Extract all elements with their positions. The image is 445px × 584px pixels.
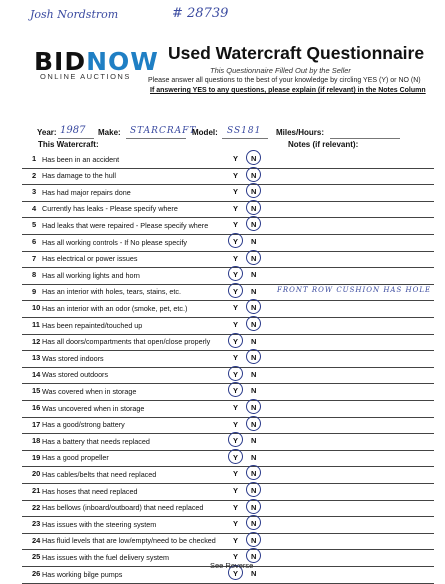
page-title: Used Watercraft Questionnaire — [168, 43, 425, 63]
yes-option[interactable]: Y — [233, 369, 239, 379]
question-number: 10 — [32, 303, 41, 313]
no-option[interactable]: N — [251, 569, 257, 578]
answer-circle-mark — [228, 382, 243, 397]
question-row — [22, 184, 434, 202]
seller-name-handwritten: Josh Nordstrom — [30, 8, 119, 21]
question-text: Had leaks that were repaired - Please specify where — [42, 220, 209, 230]
instructions: Please answer all questions to the best of your knowledge by circling YES (Y) or NO (N) — [148, 77, 421, 84]
answer-circle-mark — [246, 150, 261, 165]
question-number: 20 — [32, 469, 41, 479]
no-option[interactable]: N — [251, 270, 257, 280]
question-row — [22, 483, 434, 501]
question-row — [22, 500, 434, 518]
question-row — [22, 367, 434, 385]
model-line — [222, 138, 268, 139]
yes-option[interactable]: Y — [233, 486, 239, 495]
no-option[interactable]: N — [251, 253, 257, 263]
yes-option[interactable]: Y — [233, 403, 239, 412]
answer-circle-mark — [228, 366, 243, 381]
no-option[interactable]: N — [251, 486, 257, 495]
make-line — [126, 138, 186, 139]
no-option[interactable]: N — [251, 203, 257, 213]
yes-option[interactable]: Y — [233, 552, 239, 562]
question-number: 1 — [32, 154, 37, 163]
no-option[interactable]: N — [251, 320, 257, 329]
question-row — [22, 217, 434, 235]
no-option[interactable]: N — [251, 469, 257, 479]
answer-circle-mark — [228, 333, 243, 348]
answer-circle-mark — [246, 465, 261, 480]
year-label: Year: — [37, 128, 57, 137]
yes-option[interactable]: Y — [233, 535, 239, 545]
miles-line — [330, 138, 400, 139]
answer-circle-mark — [228, 449, 243, 464]
yes-option[interactable]: Y — [233, 569, 239, 578]
make-value: STARCRAFT — [130, 126, 197, 136]
no-option[interactable]: N — [251, 353, 257, 363]
question-row — [22, 151, 434, 169]
model-value: SS181 — [227, 126, 262, 136]
question-number: 7 — [32, 253, 37, 263]
question-row — [22, 317, 434, 335]
question-number: 15 — [32, 386, 41, 396]
question-row — [22, 251, 434, 269]
question-number: 26 — [32, 569, 41, 578]
answer-circle-mark — [246, 250, 261, 265]
yes-option[interactable]: Y — [233, 237, 239, 246]
no-option[interactable]: N — [251, 419, 257, 429]
question-row — [22, 450, 434, 468]
answer-circle-mark — [246, 399, 261, 414]
question-row — [22, 234, 434, 252]
question-number: 16 — [32, 403, 41, 412]
logo-tagline: ONLINE AUCTIONS — [40, 72, 131, 81]
question-number: 13 — [32, 353, 41, 363]
no-option[interactable]: N — [251, 220, 257, 230]
instructions-bold: If answering YES to any questions, please explain (if relevant) in the Notes Column — [150, 87, 426, 94]
question-text: Has an interior with holes, tears, stains, etc. — [42, 287, 182, 297]
model-label: Model: — [192, 128, 218, 137]
question-number: 12 — [32, 336, 41, 346]
no-option[interactable]: N — [251, 519, 257, 529]
question-number: 9 — [32, 286, 37, 296]
question-row — [22, 350, 434, 368]
question-row — [22, 201, 434, 219]
question-number: 2 — [32, 170, 37, 180]
answer-circle-mark — [246, 316, 261, 331]
question-text: Has electrical or power issues — [42, 254, 138, 264]
answer-circle-mark — [246, 482, 261, 497]
no-option[interactable]: N — [251, 170, 257, 180]
question-number: 18 — [32, 436, 41, 446]
no-option[interactable]: N — [251, 403, 257, 412]
no-option[interactable]: N — [251, 237, 257, 246]
answer-circle-mark — [228, 233, 243, 248]
logo-bid: BID — [34, 47, 87, 76]
question-text: Has a good propeller — [42, 453, 109, 463]
yes-option[interactable]: Y — [233, 253, 239, 263]
answer-circle-mark — [246, 532, 261, 547]
question-number: 22 — [32, 502, 41, 512]
no-option[interactable]: N — [251, 552, 257, 562]
question-number: 5 — [32, 220, 37, 230]
answer-circle-mark — [228, 266, 243, 281]
no-option[interactable]: N — [251, 336, 257, 346]
question-text: Has been repainted/touched up — [42, 320, 143, 330]
yes-option[interactable]: Y — [233, 386, 239, 396]
footer-see-reverse: See Reverse — [210, 561, 254, 570]
question-row — [22, 284, 434, 302]
yes-option[interactable]: Y — [233, 469, 239, 479]
question-number: 19 — [32, 452, 41, 462]
no-option[interactable]: N — [251, 502, 257, 512]
logo-now: NOW — [86, 47, 159, 76]
year-value: 1987 — [60, 125, 86, 136]
question-text: Has been in an accident — [42, 154, 120, 164]
yes-option[interactable]: Y — [233, 320, 239, 329]
page-subtitle: This Questionnaire Filled Out by the Seller — [210, 66, 351, 75]
question-text: Was uncovered when in storage — [42, 403, 145, 413]
yes-option[interactable]: Y — [233, 303, 239, 313]
question-row — [22, 433, 434, 451]
no-option[interactable]: N — [251, 286, 257, 296]
answer-circle-mark — [246, 299, 261, 314]
answer-circle-mark — [246, 200, 261, 215]
question-number: 25 — [32, 552, 41, 562]
question-row — [22, 533, 434, 551]
question-number: 21 — [32, 486, 41, 495]
yes-option[interactable]: Y — [233, 154, 239, 163]
question-number: 24 — [32, 535, 41, 545]
question-text: Was stored outdoors — [42, 370, 109, 380]
question-text: Has all working lights and horn — [42, 270, 140, 280]
column-notes: Notes (if relevant): — [288, 140, 359, 149]
question-number: 17 — [32, 419, 41, 429]
answer-circle-mark — [246, 515, 261, 530]
question-row — [22, 417, 434, 435]
yes-option[interactable]: Y — [233, 220, 239, 230]
yes-option[interactable]: Y — [233, 419, 239, 429]
answer-circle-mark — [228, 283, 243, 298]
yes-option[interactable]: Y — [233, 452, 239, 462]
question-text: Has an interior with an odor (smoke, pet, etc.) — [42, 303, 188, 313]
yes-option[interactable]: Y — [233, 436, 239, 446]
yes-option[interactable]: Y — [233, 270, 239, 280]
question-text: Has cables/belts that need replaced — [42, 469, 157, 479]
answer-circle-mark — [246, 349, 261, 364]
question-text: Has a battery that needs replaced — [42, 436, 150, 446]
question-text: Has all doors/compartments that open/close properly — [42, 337, 211, 347]
yes-option[interactable]: Y — [233, 502, 239, 512]
question-text: Was covered when in storage — [42, 386, 137, 396]
yes-option[interactable]: Y — [233, 187, 239, 197]
answer-circle-mark — [246, 167, 261, 182]
question-number: 23 — [32, 519, 41, 529]
question-number: 11 — [32, 320, 40, 329]
make-label: Make: — [98, 128, 121, 137]
year-line — [58, 138, 94, 139]
question-row — [22, 267, 434, 285]
yes-option[interactable]: Y — [233, 203, 239, 213]
answer-circle-mark — [228, 432, 243, 447]
miles-label: Miles/Hours: — [276, 128, 325, 137]
question-row — [22, 516, 434, 534]
question-text: Has bellows (inboard/outboard) that need replaced — [42, 503, 204, 513]
question-text: Has all working controls - If No please specify — [42, 237, 188, 247]
question-text: Has a good/strong battery — [42, 420, 125, 430]
question-row — [22, 466, 434, 484]
yes-option[interactable]: Y — [233, 519, 239, 529]
question-text: Has issues with the steering system — [42, 519, 157, 529]
question-text: Has damage to the hull — [42, 171, 116, 181]
question-number: 14 — [32, 369, 41, 379]
no-option[interactable]: N — [251, 369, 257, 379]
answer-circle-mark — [246, 183, 261, 198]
question-row — [22, 400, 434, 418]
yes-option[interactable]: Y — [233, 170, 239, 180]
question-text: Was stored indoors — [42, 353, 104, 363]
question-text: Currently has leaks - Please specify where — [42, 204, 178, 214]
question-text: Has working bilge pumps — [42, 569, 123, 579]
question-text: Has fluid levels that are low/empty/need to be checked — [42, 536, 216, 546]
question-note: FRONT ROW CUSHION HAS HOLE — [277, 285, 432, 294]
no-option[interactable]: N — [251, 386, 257, 396]
column-this-watercraft: This Watercraft: — [38, 140, 99, 149]
lot-number-handwritten: # 28739 — [172, 6, 229, 21]
question-row — [22, 334, 434, 352]
answer-circle-mark — [246, 499, 261, 514]
question-row — [22, 300, 434, 318]
question-number: 8 — [32, 270, 37, 280]
question-number: 4 — [32, 203, 37, 213]
no-option[interactable]: N — [251, 303, 257, 313]
no-option[interactable]: N — [251, 535, 257, 545]
no-option[interactable]: N — [251, 452, 257, 462]
answer-circle-mark — [246, 216, 261, 231]
question-row — [22, 168, 434, 186]
yes-option[interactable]: Y — [233, 336, 239, 346]
question-number: 6 — [32, 237, 37, 246]
question-text: Has hoses that need replaced — [42, 486, 138, 496]
no-option[interactable]: N — [251, 436, 257, 446]
answer-circle-mark — [246, 416, 261, 431]
question-text: Has had major repairs done — [42, 187, 131, 197]
no-option[interactable]: N — [251, 154, 257, 163]
yes-option[interactable]: Y — [233, 286, 239, 296]
no-option[interactable]: N — [251, 187, 257, 197]
question-text: Has issues with the fuel delivery system — [42, 552, 170, 562]
question-row — [22, 383, 434, 401]
yes-option[interactable]: Y — [233, 353, 239, 363]
question-number: 3 — [32, 187, 37, 197]
